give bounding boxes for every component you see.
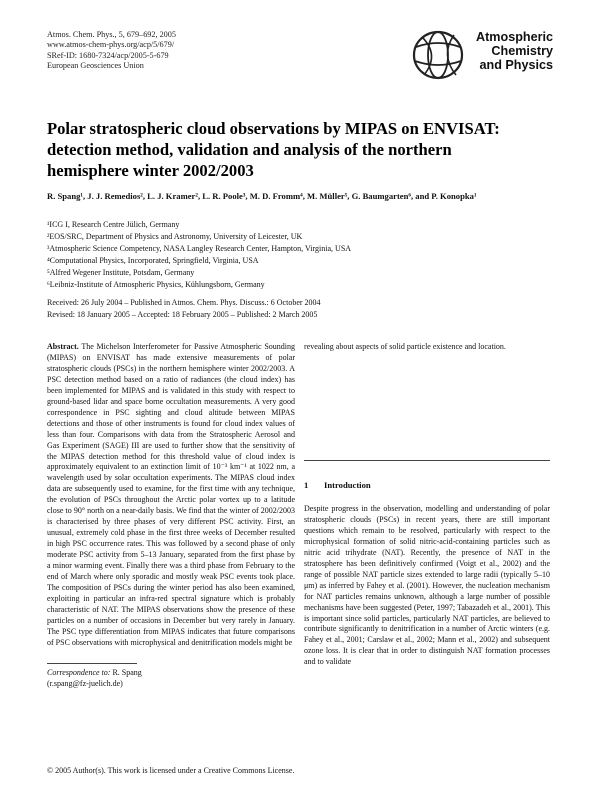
affiliation: ⁵Alfred Wegener Institute, Potsdam, Germany [47, 267, 195, 277]
globe-logo-icon [410, 25, 472, 83]
correspondence-label: Correspondence to: [47, 668, 111, 677]
section-divider [304, 460, 550, 461]
section-number: 1 [304, 480, 309, 490]
journal-logo [410, 25, 555, 83]
abstract-text-part2: revealing about aspects of solid particle existence and location. [304, 342, 506, 351]
journal-citation: Atmos. Chem. Phys., 5, 679–692, 2005 [47, 30, 176, 39]
abstract-text-part1: The Michelson Interferometer for Passive Atmospheric Sounding (MIPAS) on ENVISAT has made extensive measurements of polar stratospheric clouds (PSCs) in the northern hemisphere winter 2002/2003. A PSC detection method based on a ratio of radiances (the cloud index) has been implemented for MIPAS and is validated in this study with respect to ground-based lidar and space borne occultation measurements. A very good correspondence in PSC sighting and cloud altitude between MIPAS detections and those of other instruments is found for cloud index values of less than four. Comparisons with data from the Stratospheric Aerosol and Gas Experiment (SAGE) III are used to further show that the sensitivity of the MIPAS detection method for this threshold value of cloud index is approximately equivalent to an extinction limit of 10⁻³ km⁻¹ at 1022 nm, a wavelength used by solar occultation experiments. The MIPAS cloud index data are subsequently used to examine, for the first time with any technique, the evolution of PSCs throughout the Arctic polar vortex up to a latitude close to 90° north on a near-daily basis. We find that the winter of 2002/2003 is characterised by three phases of very different PSC activity. First, an unusual, extremely cold phase in the first three weeks of December resulted in high PSC occurrence rates. This was followed by a second phase of only moderate PSC activity from 5–13 January, separated from the first phase by a minor warming event. Finally there was a third phase from February to the end of March where only sporadic and mostly weak PSC events took place. The composition of PSCs during the winter period has also been examined, exploiting in particular an infra-red spectral signature which is probably characteristic of NAT. The MIPAS observations show the presence of these particles on a number of occasions in December but very rarely in January. The PSC type differentiation from MIPAS indicates that future comparisons of PSC observations with microphysical and denitrification models might be [47, 342, 295, 647]
sref-id: SRef-ID: 1680-7324/acp/2005-5-679 [47, 50, 169, 60]
received-date: Received: 26 July 2004 – Published in Atmos. Chem. Phys. Discuss.: 6 October 2004 [47, 298, 321, 307]
introduction-text: Despite progress in the observation, modelling and understanding of polar stratospheric clouds (PSCs) in recent years, there are still important questions which remain to be resolved, particularly with respect to the microphysical formation of solid nitric-acid-containing particles such as nitric acid trihydrate (NAT). Recently, the presence of NAT in the stratosphere has been definitively confirmed (Voigt et al., 2002) and the range of possible NAT particle sizes extended to large radii (typically 5–10 μm) as inferred by Fahey et al. (2001). However, the nucleation mechanism for NAT particles remains unknown, although a large number of possible mechanisms have been suggested (Peter, 1997; Tabazadeh et al., 2001). This is important since solid particles, particularly NAT particles, are believed to contribute significantly to denitrification in a number of Arctic winters (e.g. Fahey et al., 2001; Carslaw et al., 2002; Mann et al., 2002) and subsequent ozone loss. It is clear that in order to distinguish NAT formation processes and to validate [304, 504, 550, 667]
copyright-notice: © 2005 Author(s). This work is licensed under a Creative Commons License. [47, 766, 295, 775]
affiliation: ³Atmospheric Science Competency, NASA Langley Research Center, Hampton, Virginia, USA [47, 243, 352, 253]
affiliations [47, 219, 547, 290]
publication-dates [47, 297, 557, 321]
correspondence-email[interactable]: (r.spang@fz-juelich.de) [47, 679, 123, 688]
affiliation: ⁶Leibniz-Institute of Atmospheric Physics, Kühlungsborn, Germany [47, 279, 265, 289]
section-title: Introduction [324, 480, 371, 490]
logo-wordmark: Atmospheric Chemistry and Physics [476, 30, 553, 73]
author-list: R. Spang¹, J. J. Remedios², L. J. Kramer², L. R. Poole³, M. D. Fromm⁴, M. Müller⁵, G. Baumgarten⁶, and P. Konopka¹ [47, 191, 477, 201]
correspondence-name: R. Spang [112, 668, 142, 677]
revised-date: Revised: 18 January 2005 – Accepted: 18 February 2005 – Published: 2 March 2005 [47, 310, 318, 320]
affiliation: ¹ICG I, Research Centre Jülich, Germany [47, 220, 180, 229]
affiliation: ⁴Computational Physics, Incorporated, Springfield, Virginia, USA [47, 255, 259, 265]
abstract-label: Abstract. [47, 342, 79, 351]
publisher: European Geosciences Union [47, 61, 144, 71]
abstract-column-left [47, 342, 295, 649]
section-heading [304, 480, 371, 490]
footnote-divider [47, 663, 137, 664]
paper-title: Polar stratospheric cloud observations by MIPAS on ENVISAT: detection method, validation and analysis of the northern hemisphere winter 2002/2003 [47, 119, 500, 180]
journal-url[interactable]: www.atmos-chem-phys.org/acp/5/679/ [47, 40, 175, 50]
journal-header [47, 30, 176, 72]
correspondence [47, 667, 142, 689]
abstract-column-right [304, 342, 550, 353]
affiliation: ²EOS/SRC, Department of Physics and Astronomy, University of Leicester, UK [47, 231, 303, 241]
